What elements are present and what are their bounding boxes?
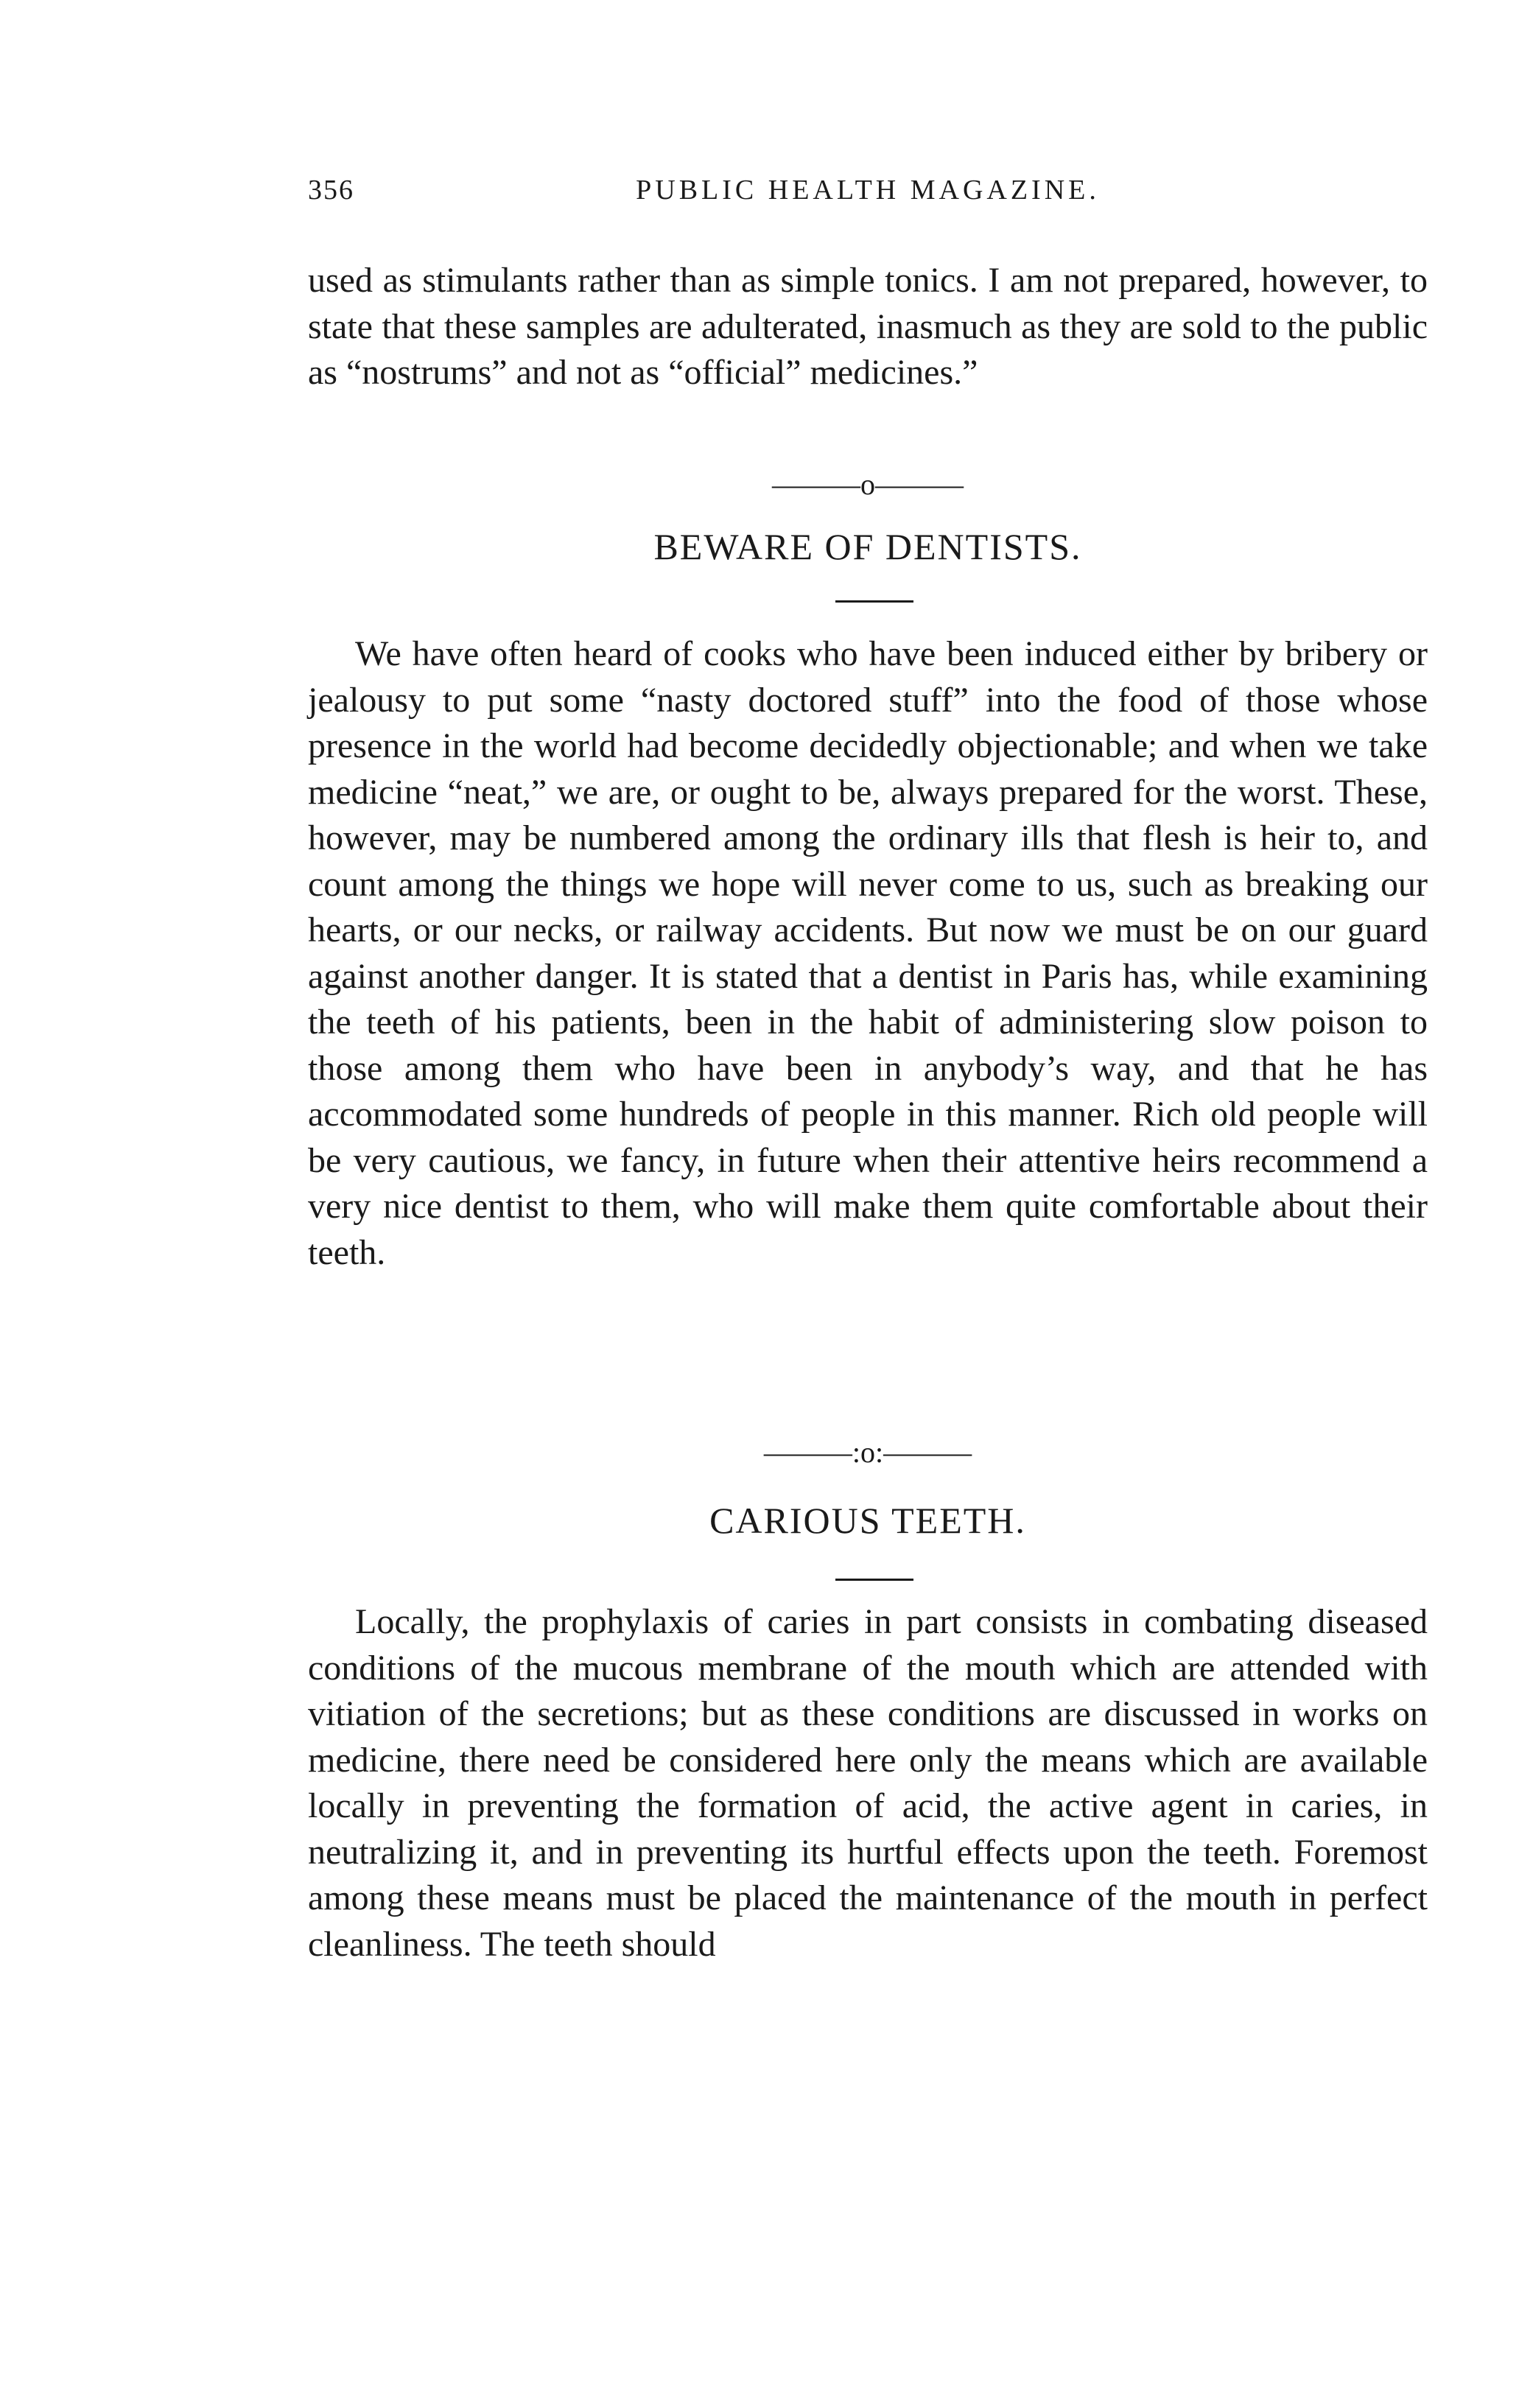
section-divider: ———o——— [772, 468, 964, 501]
section-heading-carious-teeth: CARIOUS TEETH. [709, 1500, 1026, 1541]
page-header [308, 174, 1428, 218]
heading-rule [835, 1579, 913, 1581]
carious-teeth-paragraph: Locally, the prophylaxis of caries in part consists in combating diseased conditions of the mucous membrane of the mouth which are attended with vitiation of the secretions; but as these conditions are discussed in works on medicine, there need be considered here only the means which are available locally in preventing the formation of acid, the active agent in caries, in neutralizing it, and in preventing its hurtful effects upon the teeth. Foremost among these means must be placed the maintenance of the mouth in perfect cleanliness. The teeth should [308, 1602, 1428, 1964]
continued-paragraph: used as stimulants rather than as simple tonics. I am not prepared, however, to state that these samples are adulterated, inasmuch as they are sold to the public as “nostrums” and not as “official” medicines.” [308, 261, 1428, 392]
heading-rule [835, 600, 913, 603]
running-head: PUBLIC HEALTH MAGAZINE. [636, 175, 1100, 206]
section-divider: ———:o:——— [763, 1436, 972, 1469]
dentists-paragraph: We have often heard of cooks who have been induced either by bribery or jealousy to put some “nasty doctored stuff” into the food of those whose presence in the world had become decidedly objectionable; and when we take medicine “neat,” we are, or ought to be, always prepared for the worst. These, however, may be numbered among the ordinary ills that flesh is heir to, and count among the things we hope will never come to us, such as breaking our hearts, or our necks, or railway accidents. But now we must be on our guard against another danger. It is stated that a dentist in Paris has, while examining the teeth of his patients, been in the habit of administering slow poison to those among them who have been in anybody’s way, and that he has accommodated some hundreds of people in this manner. Rich old people will be very cautious, we fancy, in future when their attentive heirs recommend a very nice dentist to them, who will make them quite comfortable about their teeth. [308, 634, 1428, 1272]
page-number: 356 [308, 175, 354, 206]
section-heading-dentists: BEWARE OF DENTISTS. [653, 526, 1082, 567]
